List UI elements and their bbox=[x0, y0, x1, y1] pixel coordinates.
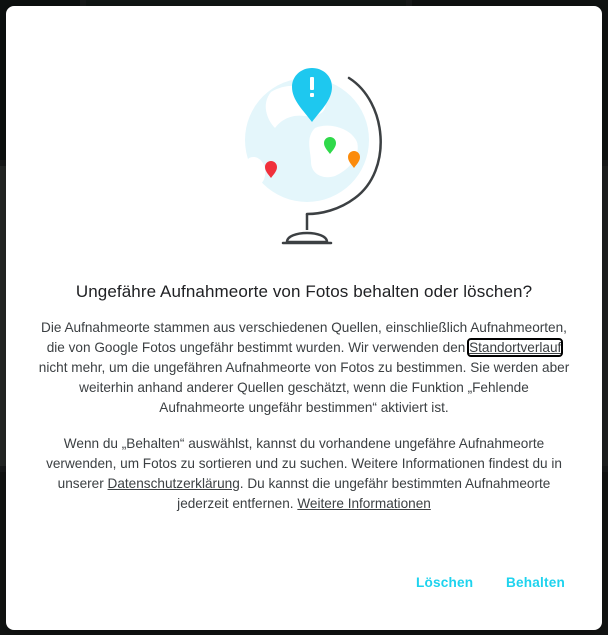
dialog-title: Ungefähre Aufnahmeorte von Fotos behalten oder löschen? bbox=[75, 282, 533, 301]
globe-with-location-pins-icon bbox=[231, 58, 391, 248]
dialog-body-paragraph-1 bbox=[38, 318, 570, 418]
delete-button[interactable]: Löschen bbox=[410, 568, 479, 596]
location-dialog bbox=[6, 6, 602, 630]
paragraph-text: Die Aufnahmeorte stammen aus verschiedenen Quellen, einschließlich Aufnahmeorten, die von Google Fotos ungefähr bestimmt wurden. Wir verwenden den bbox=[41, 320, 567, 355]
keep-button[interactable]: Behalten bbox=[500, 568, 571, 596]
paragraph-text: . Du kannst die ungefähr bestimmten Aufnahmeorte jederzeit entfernen. bbox=[177, 476, 551, 511]
location-history-link[interactable]: Standortverlauf bbox=[469, 340, 562, 355]
paragraph-text: Wenn du „Behalten“ auswählst, kannst du vorhandene ungefähre Aufnahmeorte verwenden, um Fotos zu sortieren und zu suchen. Weitere Informationen findest du in unserer bbox=[46, 436, 562, 491]
dialog-body-paragraph-2 bbox=[38, 434, 570, 514]
privacy-policy-link[interactable]: Datenschutzerklärung bbox=[107, 476, 240, 491]
paragraph-text: nicht mehr, um die ungefähren Aufnahmeorte von Fotos zu bestimmen. Sie werden aber weiterhin anhand anderer Quellen geschätzt, wenn die Funktion „Fehlende Aufnahmeorte ungefähr bestimmen“ aktiviert ist. bbox=[38, 360, 570, 415]
learn-more-link[interactable]: Weitere Informationen bbox=[297, 496, 431, 511]
